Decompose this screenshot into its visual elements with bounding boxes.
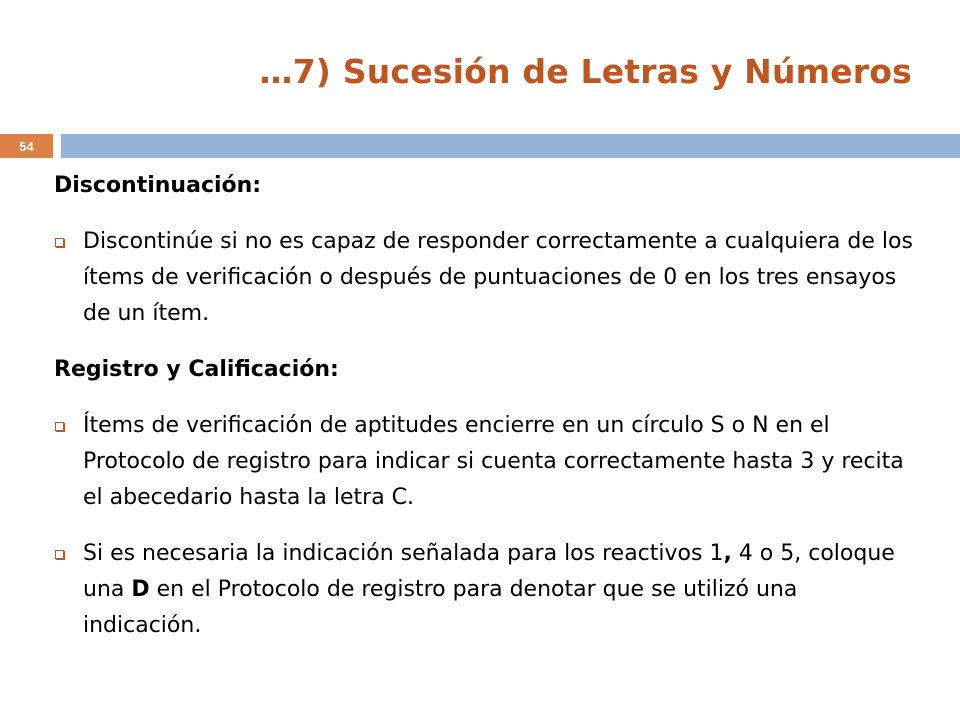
- scoring-bullet-2-text-middle: 4 o 5, coloque una: [83, 541, 895, 602]
- scoring-heading: Registro y Calificación:: [54, 357, 339, 382]
- discontinuation-bullet: [54, 224, 914, 332]
- square-bullet-icon: [55, 238, 64, 247]
- slide-title: …7) Sucesión de Letras y Números: [259, 52, 912, 91]
- header-bar: [61, 134, 960, 158]
- scoring-bullet-2-text-start: Si es necesaria la indicación señalada para los reactivos 1: [83, 541, 724, 566]
- square-bullet-icon: [55, 550, 64, 559]
- discontinuation-bullet-text: Discontinúe si no es capaz de responder correctamente a cualquiera de los ítems de verificación o después de puntuaciones de 0 en los tres ensayos de un ítem.: [83, 229, 913, 326]
- page-number-badge: 54: [0, 134, 53, 158]
- scoring-bullet-2-bold-letter: D: [131, 577, 150, 602]
- scoring-bullet-2-text-end: en el Protocolo de registro para denotar que se utilizó una indicación.: [83, 577, 798, 638]
- scoring-bullet-1: [54, 408, 914, 516]
- square-bullet-icon: [55, 422, 64, 431]
- scoring-bullet-2-comma: ,: [723, 541, 732, 566]
- scoring-bullet-2: [54, 536, 914, 644]
- discontinuation-heading: Discontinuación:: [54, 173, 262, 198]
- scoring-bullet-1-text: Ítems de verificación de aptitudes encierre en un círculo S o N en el Protocolo de registro para indicar si cuenta correctamente hasta 3 y recita el abecedario hasta la letra C.: [83, 413, 904, 510]
- slide-content: [54, 168, 914, 664]
